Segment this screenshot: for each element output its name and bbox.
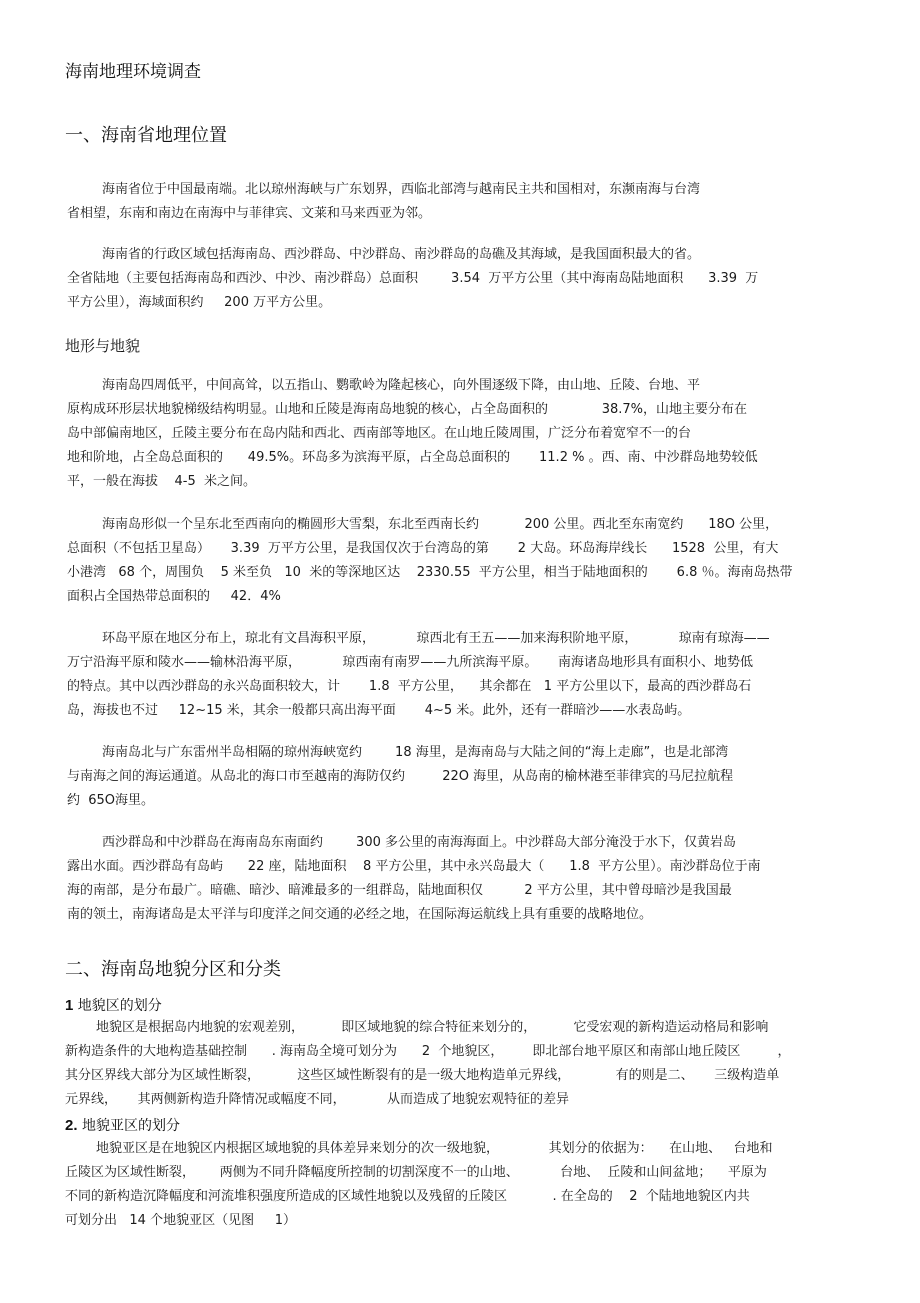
p7-line-1: 西沙群岛和中沙群岛在海南岛东南面约 300 多公里的南海海面上。中沙群岛大部分淹没于水下，仅黄岩岛 [102,835,737,850]
p2-line-1: 海南省的行政区域包括海南岛、西沙群岛、中沙群岛、南沙群岛的岛礁及其海域，是我国面积最大的省。 [102,247,701,262]
subsection-1-heading [65,996,162,1016]
subsection-2-heading [65,1116,180,1136]
p9-line-4: 可划分出 14 个地貌亚区（见图 1） [65,1213,297,1228]
p3-line-3: 岛中部偏南地区，丘陵主要分布在岛内陆和西北、西南部等地区。在山地丘陵周围，广泛分布着宽窄不一的台 [67,426,692,441]
p8-line-2: 新构造条件的大地构造基础控制 . 海南岛全境可划分为 2 个地貌区， 即北部台地平原区和南部山地丘陵区 ， [65,1044,791,1059]
p4-line-2: 总面积（不包括卫星岛） 3.39 万平方公里，是我国仅次于台湾岛的第 2 大岛。环岛海岸线长 1528 公里，有大 [67,541,779,556]
p8-line-3: 其分区界线大部分为区域性断裂， 这些区域性断裂有的是一级大地构造单元界线， 有的则是二、 三级构造单 [65,1068,780,1083]
p9-line-3: 不同的新构造沉降幅度和河流堆积强度所造成的区域性地貌以及残留的丘陵区 . 在全岛的 2 个陆地地貌区内共 [65,1189,750,1204]
p6-line-1: 海南岛北与广东雷州半岛相隔的琼州海峡宽约 18 海里，是海南岛与大陆之间的“海上走廊”，也是北部湾 [102,745,729,760]
p4-line-3: 小港湾 68 个，周围负 5 米至负 10 米的等深地区达 2330.55 平方公里，相当于陆地面积的 6.8 ％。海南岛热带 [67,565,793,580]
section-1-heading: 一、海南省地理位置 [65,125,227,146]
p5-line-3: 的特点。其中以西沙群岛的永兴岛面积较大，计 1.8 平方公里， 其余都在 1 平方公里以下，最高的西沙群岛石 [67,679,752,694]
subsection-2-title: 地貌亚区的划分 [81,1118,180,1134]
terrain-subheading: 地形与地貌 [65,337,141,355]
p3-line-1: 海南岛四周低平，中间高耸，以五指山、鹦歌岭为隆起核心，向外围逐级下降，由山地、丘陵、台地、平 [102,378,701,393]
p5-line-1: 环岛平原在地区分布上，琼北有文昌海积平原， 琼西北有王五——加来海积阶地平原， 琼南有琼海—— [102,631,770,646]
p7-line-4: 南的领土，南海诸岛是太平洋与印度洋之间交通的必经之地，在国际海运航线上具有重要的战略地位。 [67,907,653,922]
p7-line-3: 海的南部，是分布最广。暗礁、暗沙、暗滩最多的一组群岛，陆地面积仅 2 平方公里，其中曾母暗沙是我国最 [67,883,732,898]
p9-line-2: 丘陵区为区域性断裂， 两侧为不同升降幅度所控制的切割深度不一的山地、 台地、 丘陵和山间盆地； 平原为 [65,1165,767,1180]
p1-line-2: 省相望，东南和南边在南海中与菲律宾、文莱和马来西亚为邻。 [67,206,432,221]
p9-line-1: 地貌亚区是在地貌区内根据区域地貌的具体差异来划分的次一级地貌， 其划分的依据为： 在山地、 台地和 [96,1141,773,1156]
p5-line-2: 万宁沿海平原和陵水——输林沿海平原， 琼西南有南罗——九所滨海平原。 南海诸岛地形具有面积小、地势低 [67,655,753,670]
subsection-1-title: 地貌区的划分 [77,998,162,1014]
subsection-1-number: 1 [65,997,74,1014]
subsection-2-number: 2. [65,1117,78,1134]
p3-line-5: 平，一般在海拔 4-5 米之间。 [67,474,257,489]
document-title: 海南地理环境调查 [65,62,201,82]
p7-line-2: 露出水面。西沙群岛有岛屿 22 座，陆地面积 8 平方公里，其中永兴岛最大（ 1.8 平方公里）。南沙群岛位于南 [67,859,761,874]
p1-line-1: 海南省位于中国最南端。北以琼州海峡与广东划界，西临北部湾与越南民主共和国相对，东濒南海与台湾 [102,182,701,197]
p4-line-4: 面积占全国热带总面积的 42．4% [67,589,281,604]
p8-line-4: 元界线， 其两侧新构造升降情况或幅度不同， 从而造成了地貌宏观特征的差异 [65,1092,569,1107]
p6-line-2: 与南海之间的海运通道。从岛北的海口市至越南的海防仅约 22O 海里，从岛南的榆林港至菲律宾的马尼拉航程 [67,769,734,784]
p6-line-3: 约 65O海里。 [67,793,155,808]
p3-line-4: 地和阶地，占全岛总面积的 49.5%。环岛多为滨海平原，占全岛总面积的 11.2 % 。西、南、中沙群岛地势较低 [67,450,758,465]
p8-line-1: 地貌区是根据岛内地貌的宏观差别， 即区域地貌的综合特征来划分的， 它受宏观的新构造运动格局和影响 [96,1020,769,1035]
p2-line-2: 全省陆地（主要包括海南岛和西沙、中沙、南沙群岛）总面积 3.54 万平方公里（其中海南岛陆地面积 3.39 万 [67,271,759,286]
p4-line-1: 海南岛形似一个呈东北至西南向的椭圆形大雪梨，东北至西南长约 200 公里。西北至东南宽约 18O 公里， [102,517,779,532]
section-2-heading: 二、海南岛地貌分区和分类 [65,959,281,980]
p3-line-2: 原构成环形层状地貌梯级结构明显。山地和丘陵是海南岛地貌的核心，占全岛面积的 38.7%，山地主要分布在 [67,402,748,417]
p5-line-4: 岛，海拔也不过 12~15 米，其余一般都只高出海平面 4~5 米。此外，还有一群暗沙——水表岛屿。 [67,703,691,718]
p2-line-3: 平方公里），海域面积约 200 万平方公里。 [67,295,332,310]
